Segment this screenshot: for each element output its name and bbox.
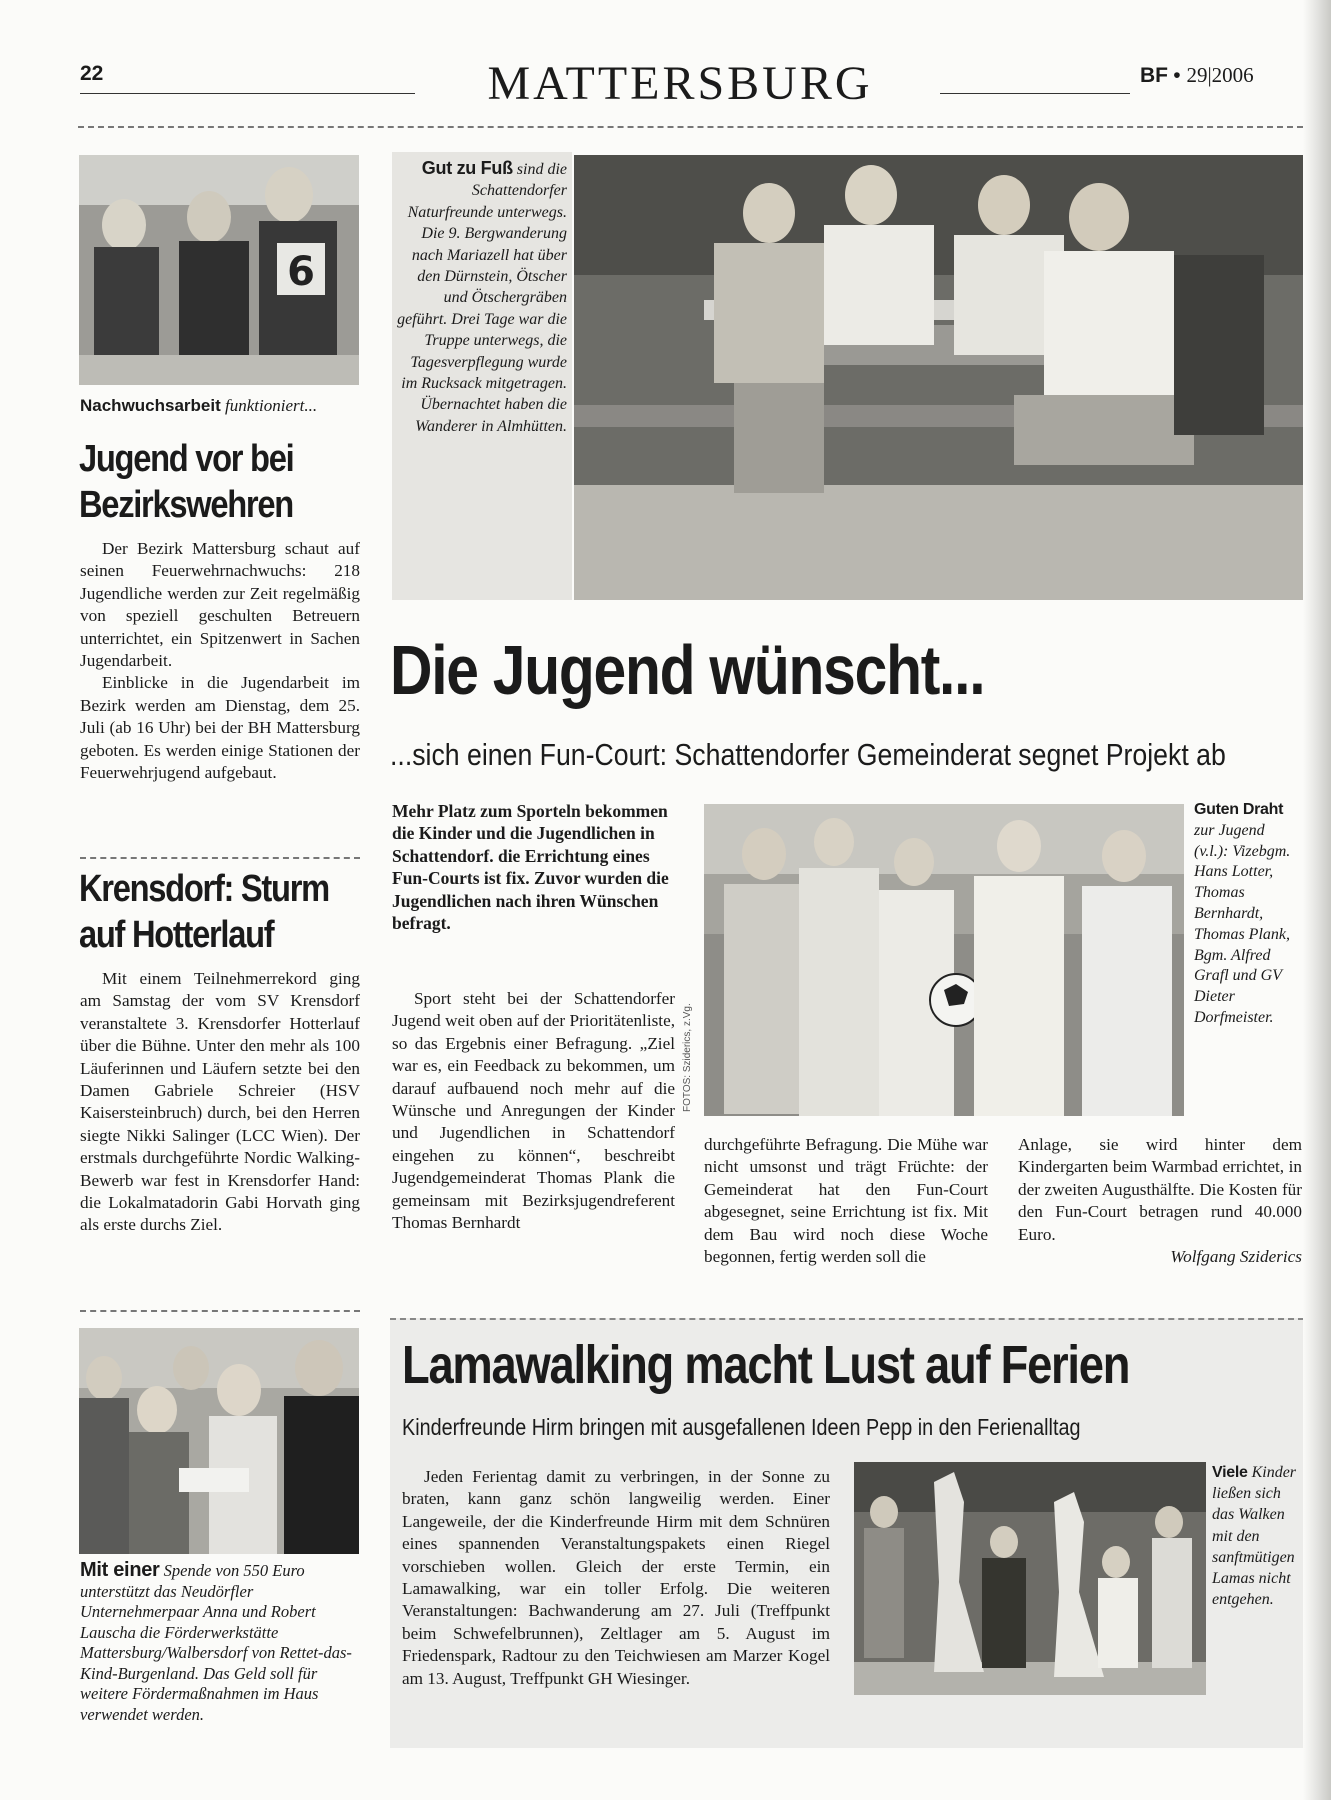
krensdorf-headline: Krensdorf: Sturm auf Hotterlauf xyxy=(79,868,329,956)
youth-fire-paragraph-2: Einblicke in die Jugendarbeit im Bezirk werden am Dienstag, dem 25. Juli (ab 16 Uhr) bei der BH Mattersburg geboten. Es werden einige Stationen der Feuerwehrjugend aufgebaut. xyxy=(80,673,360,783)
krensdorf-paragraph: Mit einem Teilnehmerrekord ging am Samstag der vom SV Krensdorf veranstaltete 3. Krensdorfer Hotterlauf über die Bühne. Unter den mehr als 100 Läuferinnen und Läufern setzte bei den Damen Gabriele Schreier (HSV Kaisersteinbruch) durch, bei den Herren siegte Nikki Salinger (LCC Wien). Der erstmals durchgeführte Nordic Walking-Bewerb war fest in Krensdorfer Hand: die Lokalmatadorin Gabi Horvath ging als erste durchs Ziel. xyxy=(80,969,360,1235)
fun-court-col3 xyxy=(1018,1134,1302,1268)
fun-court-caption-bold: Guten Draht xyxy=(1194,801,1284,818)
masthead-dot: • xyxy=(1173,64,1187,87)
page-number: 22 xyxy=(80,62,104,85)
caption-bold: Nachwuchsarbeit xyxy=(80,396,221,415)
lama-caption xyxy=(1212,1462,1302,1610)
hiking-photo xyxy=(574,155,1304,600)
donation-photo xyxy=(79,1328,359,1554)
hiking-caption xyxy=(395,158,567,437)
fun-court-caption xyxy=(1194,800,1296,1029)
hiking-caption-text: sind die Schattendorfer Naturfreunde unterwegs. Die 9. Bergwanderung nach Mariazell hat über den Dürnstein, Ötscher und Ötschergräben geführt. Drei Tage war die Truppe unterwegs, die Tagesverpflegung wurde im Rucksack mitgetragen. Übernachtet haben die Wanderer in Almhütten. xyxy=(397,161,567,435)
section-title: MATTERSBURG xyxy=(487,57,873,110)
lama-subhead: Kinderfreunde Hirm bringen mit ausgefallenen Ideen Pepp in den Ferienalltag xyxy=(402,1414,1081,1440)
lama-headline: Lamawalking macht Lust auf Ferien xyxy=(402,1335,1130,1395)
fun-court-author: Wolfgang Sziderics xyxy=(1170,1247,1302,1267)
masthead-label: BF xyxy=(1140,64,1168,87)
youth-fire-paragraph-1: Der Bezirk Mattersburg schaut auf seinen Feuerwehrnachwuchs: 218 Jugendliche werden zur Zeit regelmäßig von speziell geschulten Betreuern unterrichtet, ein Spitzenwert in Sachen Jugendarbeit. xyxy=(80,539,360,671)
caption-italic: funktioniert... xyxy=(225,396,318,415)
youth-fire-body xyxy=(80,538,360,784)
lama-caption-bold: Viele xyxy=(1212,1464,1248,1481)
header-rule-left xyxy=(80,93,415,94)
header-rule-right xyxy=(940,93,1130,94)
fun-court-photo xyxy=(704,804,1184,1116)
photo-credit: FOTOS: Sziderics, z.Vg. xyxy=(682,1003,693,1112)
fun-court-subhead: ...sich einen Fun-Court: Schattendorfer Gemeinderat segnet Projekt ab xyxy=(390,737,1226,772)
kids-photo-caption xyxy=(80,396,360,416)
lama-photo xyxy=(854,1462,1206,1695)
fun-court-col1-text: Sport steht bei der Schattendorfer Jugend weit oben auf der Prioritätenliste, so das Ergebnis einer Befragung. „Ziel war es, ein Feedback zu bekommen, um darauf aufbauend noch mehr auf die Wünsche und Anregungen der Kinder und Jugendlichen in Schattendorf eingehen zu können“, beschreibt Jugendgemeinderat Thomas Plank die gemeinsam mit Bezirksjugendreferent Thomas Bernhardt xyxy=(392,989,675,1233)
page-edge-shadow xyxy=(1303,0,1331,1800)
left-divider-2 xyxy=(80,1310,360,1312)
fun-court-col2 xyxy=(704,1134,988,1268)
lama-caption-text: Kinder ließen sich das Walken mit den sanftmütigen Lamas nicht entgehen. xyxy=(1212,1464,1297,1609)
issue-number: 29|2006 xyxy=(1186,63,1254,87)
youth-fire-headline: Jugend vor bei Bezirkswehren xyxy=(79,438,294,526)
fun-court-col3-text: Anlage, sie wird hinter dem Kindergarten beim Warmbad errichtet, in der zweiten Augusthälfte. Die Kosten für den Fun-Court betragen rund 40.000 Euro. xyxy=(1018,1135,1302,1244)
fun-court-col1 xyxy=(392,988,675,1234)
hiking-caption-bold: Gut zu Fuß xyxy=(421,158,513,178)
masthead xyxy=(1140,63,1254,88)
donation-caption-bold: Mit einer xyxy=(80,1559,160,1581)
header-dashed-rule xyxy=(78,126,1303,128)
fun-court-col2-text: durchgeführte Befragung. Die Mühe war nicht umsonst und trägt Früchte: der Gemeinderat hat den Fun-Court abgesegnet, seine Errichtung ist fix. Mit dem Bau wird noch diese Woche begonnen, fertig werden soll die xyxy=(704,1135,988,1267)
lama-paragraph: Jeden Ferientag damit zu verbringen, in der Sonne zu braten, kann ganz schön langweilig werden. Einer Langeweile, der die Kinderfreunde Hirm mit dem Schnüren eines spannenden Veranstaltungspakets einen Riegel vorschieben wollen. Gleich der erste Termin, ein Lamawalking, war ein toller Erfolg. Die weiteren Veranstaltungen: Bachwanderung am 27. Juli (Treffpunkt beim Schwefelbrunnen), Zeltlager am 5. August im Friedenspark, Radtour zu den Teichwiesen am Marzer Kogel am 13. August, Treffpunkt GH Wiesinger. xyxy=(402,1467,830,1688)
svg-text:6: 6 xyxy=(287,249,315,295)
donation-caption-text: Spende von 550 Euro unterstützt das Neudörfler Unternehmerpaar Anna und Robert Lauscha die Förderwerkstätte Mattersburg/Walbersdorf von Rettet-das-Kind-Burgenland. Das Geld soll für weitere Fördermaßnahmen im Haus verwendet werden. xyxy=(80,1561,352,1724)
fun-court-headline: Die Jugend wünscht... xyxy=(390,631,985,709)
fun-court-caption-text: zur Jugend (v.l.): Vizebgm. Hans Lotter, Thomas Bernhardt, Thomas Plank, Bgm. Alfred Grafl und GV Dieter Dorfmeister. xyxy=(1194,821,1291,1026)
donation-caption xyxy=(80,1560,365,1725)
fun-court-lead: Mehr Platz zum Sporteln bekommen die Kinder und die Jugendlichen in Schattendorf. die Errichtung eines Fun-Courts ist fix. Zuvor wurden die Jugendlichen nach ihren Wünschen befragt. xyxy=(392,801,669,934)
kids-fire-brigade-photo xyxy=(79,155,359,385)
lama-body xyxy=(402,1466,830,1690)
left-divider-1 xyxy=(80,857,360,859)
krensdorf-body xyxy=(80,968,360,1237)
